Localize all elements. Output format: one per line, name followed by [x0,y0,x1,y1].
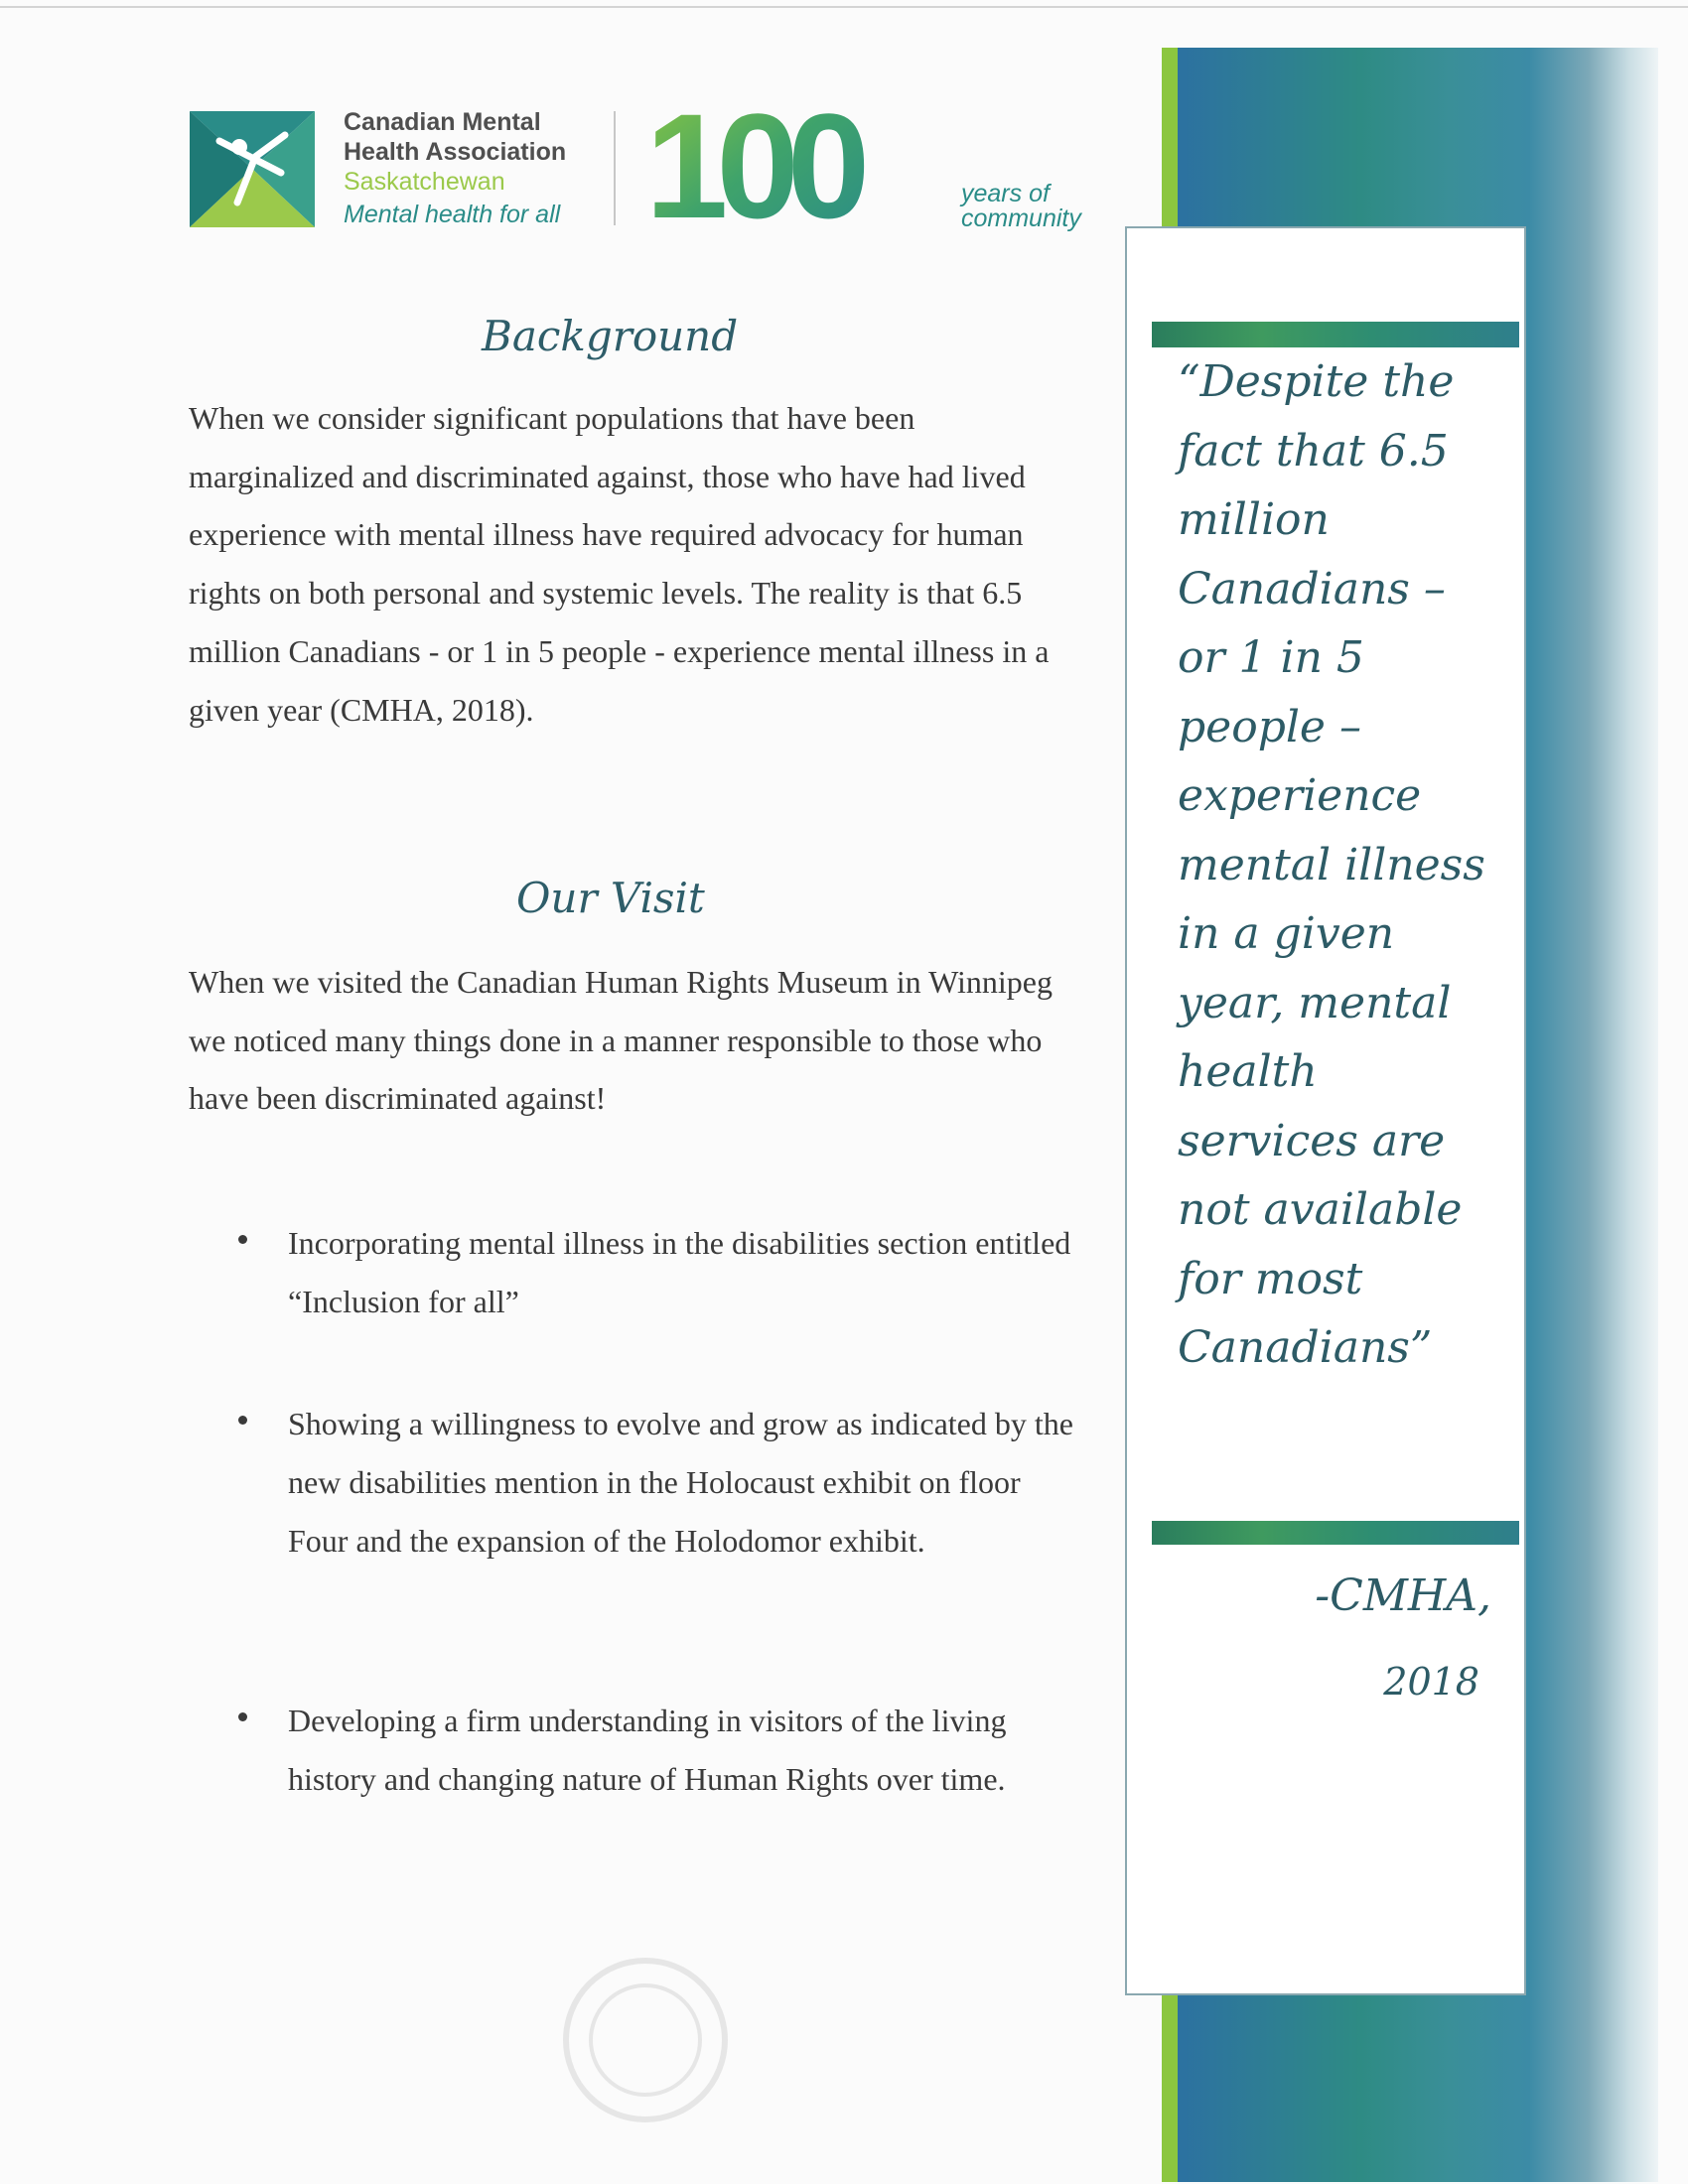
bullet-text: Developing a firm understanding in visitors of the living history and changing nature of Human Rights over time. [288,1703,1007,1797]
bullet-text: Incorporating mental illness in the disabilities section entitled “Inclusion for all” [288,1225,1071,1319]
background-paragraph: When we consider significant populations that have been marginalized and discriminated against, those who have had lived experience with mental illness have required advocacy for human rights on both personal and systemic levels. The reality is that 6.5 million Canadians - or 1 in 5 people - experience mental illness in a given year (CMHA, 2018). [189,400,1050,728]
anniversary-caption [961,182,1081,231]
bullet-icon [238,1712,247,1721]
header-divider [614,111,616,225]
attribution-year: 2018 [1383,1660,1479,1704]
quote-top-bar [1152,322,1519,347]
bullet-icon [238,1416,247,1425]
page-edge [0,6,1688,8]
anniversary-line-2: community [961,205,1081,232]
anniversary-100-logo [645,104,933,233]
anniversary-line-1: years of [961,180,1050,207]
quote-bottom-bar [1152,1521,1519,1545]
our-visit-paragraph: When we visited the Canadian Human Rights Museum in Winnipeg we noticed many things done in a manner responsible to those who have been discriminated against! [189,964,1053,1117]
pull-quote-text: “Despite the fact that 6.5 million Canadians – or 1 in 5 people – experience mental illness in a given year, mental health services are not available for most Canadians” [1178,356,1485,1373]
bullet-icon [238,1235,247,1244]
svg-text:100: 100 [645,104,859,233]
org-tagline: Mental health for all [344,201,561,228]
bullet-text: Showing a willingness to evolve and grow as indicated by the new disabilities mention in the Holocaust exhibit on floor Four and the expansion of the Holodomor exhibit. [288,1406,1073,1559]
org-name-block [344,107,566,232]
our-visit-heading: Our Visit [516,874,705,922]
org-name-line-1: Canadian Mental [344,108,541,136]
org-name-line-2: Health Association [344,138,567,166]
bleed-through-ornament [357,1946,874,2134]
attribution-name: -CMHA, [1315,1570,1491,1621]
cmha-logo-icon [190,111,315,227]
quote-attribution [1211,1554,1499,1724]
background-heading: Background [482,312,739,360]
org-region: Saskatchewan [344,168,505,196]
